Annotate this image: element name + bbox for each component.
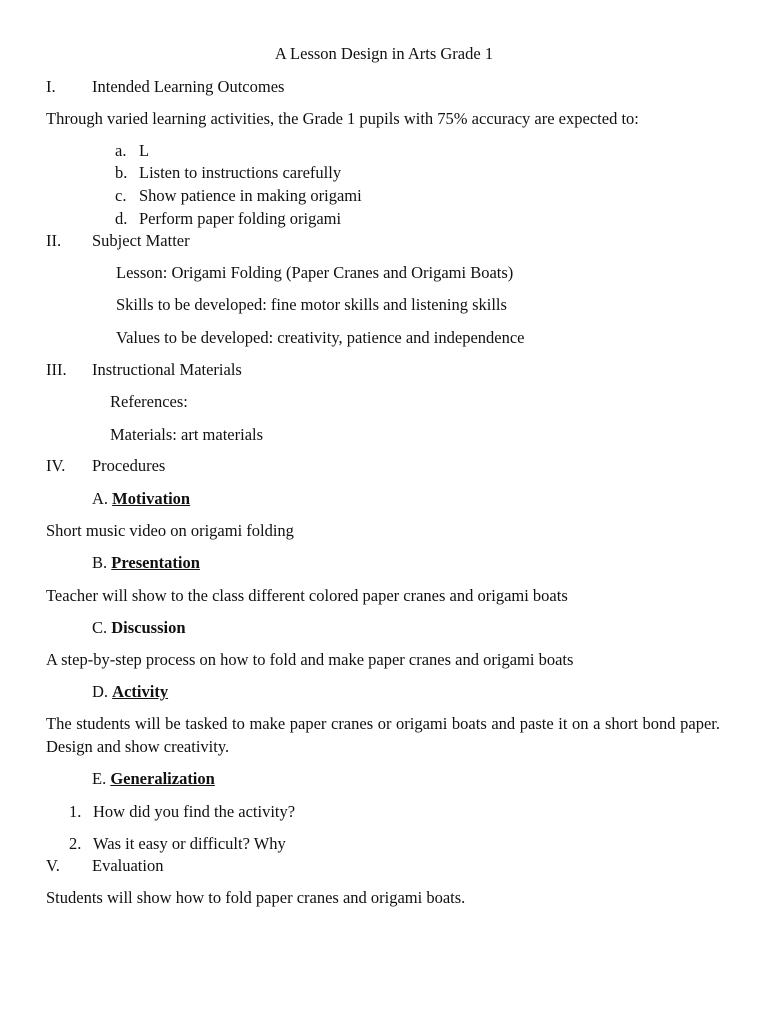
procedure-heading-text: Discussion xyxy=(111,618,186,637)
procedure-heading-text: Motivation xyxy=(112,489,191,508)
list-item-text: L xyxy=(139,141,150,160)
list-item-text: Show patience in making origami xyxy=(139,186,362,205)
procedure-letter: D. xyxy=(92,682,109,701)
section-numeral: I. xyxy=(46,77,56,96)
section-numeral: IV. xyxy=(46,456,66,475)
procedure-letter: A. xyxy=(92,489,109,508)
list-item xyxy=(115,163,341,183)
materials-line: Materials: art materials xyxy=(110,425,264,444)
list-item xyxy=(115,209,341,229)
section-title: Evaluation xyxy=(92,856,164,875)
question-item xyxy=(69,802,295,822)
procedure-letter: C. xyxy=(92,618,108,637)
procedure-heading xyxy=(92,553,200,573)
section-numeral: II. xyxy=(46,231,62,250)
procedure-heading xyxy=(92,682,168,702)
procedure-heading xyxy=(92,618,186,638)
section-title: Subject Matter xyxy=(92,231,190,250)
procedure-heading xyxy=(92,769,215,789)
section-title: Procedures xyxy=(92,456,166,475)
list-item xyxy=(115,186,362,206)
procedure-letter: B. xyxy=(92,553,108,572)
list-item xyxy=(115,141,149,161)
references-line: References: xyxy=(110,392,188,411)
procedure-heading-text: Presentation xyxy=(111,553,200,572)
procedure-text: The students will be tasked to make paper cranes or origami boats and paste it on a short bond paper. Design and show creativity. xyxy=(46,714,720,756)
list-marker: c. xyxy=(115,186,127,205)
section-title: Intended Learning Outcomes xyxy=(92,77,285,96)
question-text: How did you find the activity? xyxy=(93,802,296,821)
question-marker: 2. xyxy=(69,834,82,853)
list-marker: d. xyxy=(115,209,128,228)
lesson-line: Lesson: Origami Folding (Paper Cranes and Origami Boats) xyxy=(116,263,514,282)
procedure-text: Short music video on origami folding xyxy=(46,521,294,540)
question-text: Was it easy or difficult? Why xyxy=(93,834,286,853)
procedure-heading-text: Generalization xyxy=(110,769,215,788)
evaluation-text: Students will show how to fold paper cranes and origami boats. xyxy=(46,888,466,907)
section-numeral: III. xyxy=(46,360,67,379)
list-item-text: Listen to instructions carefully xyxy=(139,163,342,182)
question-item xyxy=(69,834,286,854)
values-line: Values to be developed: creativity, patience and independence xyxy=(116,328,525,347)
question-marker: 1. xyxy=(69,802,82,821)
section-title: Instructional Materials xyxy=(92,360,242,379)
outcomes-intro: Through varied learning activities, the Grade 1 pupils with 75% accuracy are expected to: xyxy=(46,109,639,128)
procedure-letter: E. xyxy=(92,769,107,788)
procedure-heading-text: Activity xyxy=(112,682,169,701)
list-marker: b. xyxy=(115,163,128,182)
section-numeral: V. xyxy=(46,856,60,875)
list-item-text: Perform paper folding origami xyxy=(139,209,342,228)
document-title: A Lesson Design in Arts Grade 1 xyxy=(274,44,494,63)
list-marker: a. xyxy=(115,141,127,160)
procedure-text: A step-by-step process on how to fold and make paper cranes and origami boats xyxy=(46,650,574,669)
procedure-text: Teacher will show to the class different colored paper cranes and origami boats xyxy=(46,586,568,605)
skills-line: Skills to be developed: fine motor skills and listening skills xyxy=(116,295,507,314)
procedure-heading xyxy=(92,489,190,509)
